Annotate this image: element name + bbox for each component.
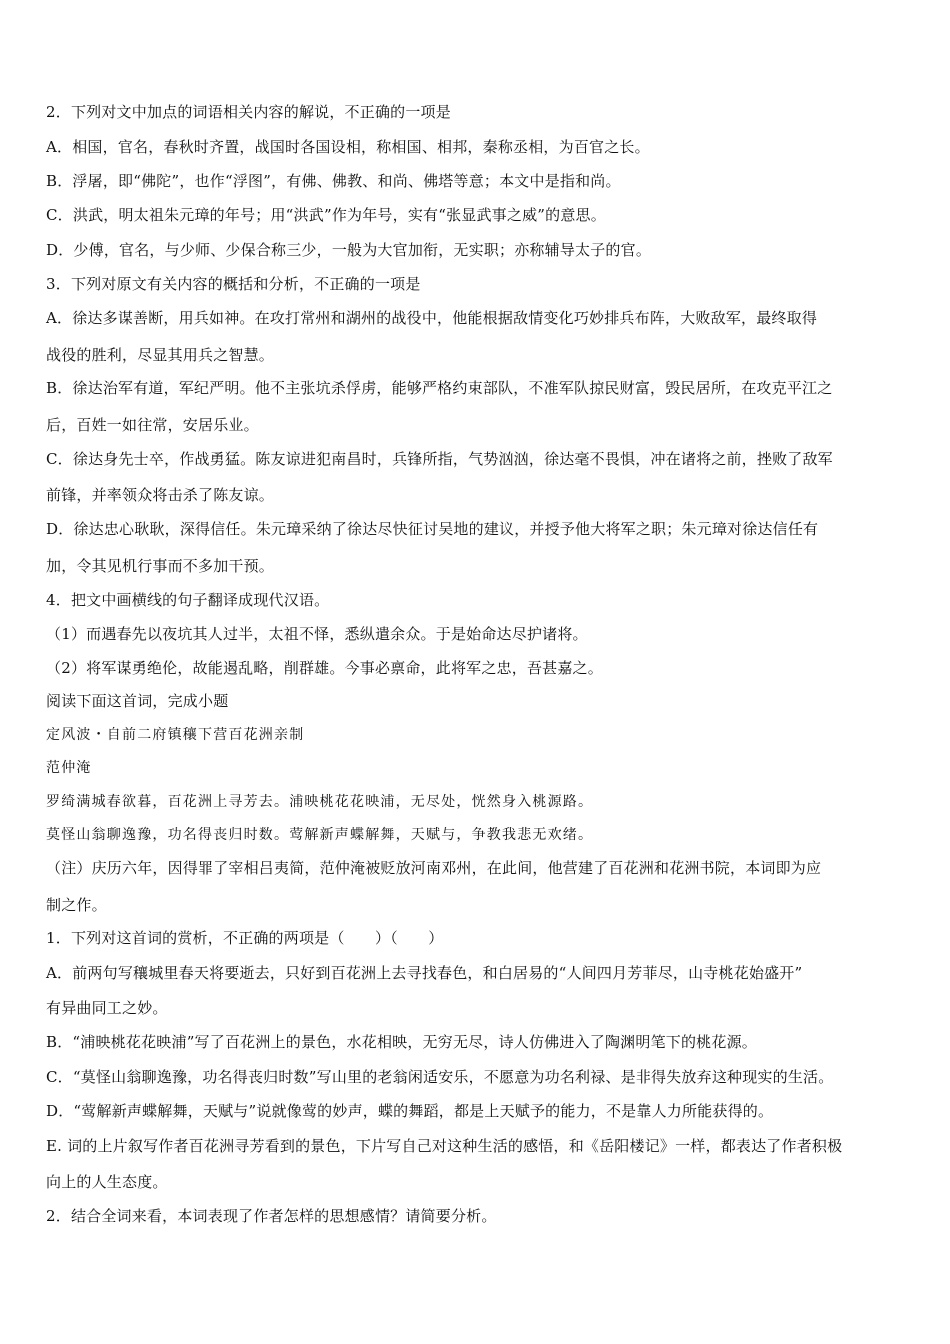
q4-sentence-1: （1）而遇春先以夜坑其人过半，太祖不怿，悉纵遣余众。于是始命达尽护诸将。: [46, 625, 588, 643]
q2-option-b: B．浮屠，即“佛陀”，也作“浮图”，有佛、佛教、和尚、佛塔等意；本文中是指和尚。: [46, 172, 621, 190]
poem-q1-option-d: D．“莺解新声蝶解舞，天赋与”说就像莺的妙声，蝶的舞蹈，都是上天赋予的能力，不是靠人力所能获得的。: [46, 1102, 774, 1120]
q3-stem: 3．下列对原文有关内容的概括和分析，不正确的一项是: [46, 275, 421, 293]
poem-title: 定风波・自前二府镇穰下营百花洲亲制: [46, 727, 305, 743]
q4-stem: 4．把文中画横线的句子翻译成现代汉语。: [46, 591, 330, 609]
q3-option-c-line2: 前锋，并率领众将击杀了陈友谅。: [46, 486, 275, 504]
q2-option-a: A．相国，官名，春秋时齐置，战国时各国设相，称相国、相邦，秦称丞相，为百官之长。: [46, 138, 650, 156]
q3-option-d-line1: D．徐达忠心耿耿，深得信任。朱元璋采纳了徐达尽快征讨吴地的建议，并授予他大将军之职；朱元璋对徐达信任有: [46, 520, 819, 538]
q3-option-c-line1: C．徐达身先士卒，作战勇猛。陈友谅进犯南昌时，兵锋所指，气势汹汹，徐达毫不畏惧，冲在诸将之前，挫败了敌军: [46, 450, 833, 468]
q3-option-b-line1: B．徐达治军有道，军纪严明。他不主张坑杀俘虏，能够严格约束部队，不准军队掠民财富，毁民居所，在攻克平江之: [46, 379, 833, 397]
q4-sentence-2: （2）将军谋勇绝伦，故能遏乱略，削群雄。今事必禀命，此将军之忠，吾甚嘉之。: [46, 659, 603, 677]
q3-option-d-line2: 加，令其见机行事而不多加干预。: [46, 557, 275, 575]
poem-stanza-2: 莫怪山翁聊逸豫，功名得丧归时数。莺解新声蝶解舞，天赋与，争教我悲无欢绪。: [46, 827, 594, 843]
q3-option-a-line1: A．徐达多谋善断，用兵如神。在攻打常州和湖州的战役中，他能根据敌情变化巧妙排兵布阵，大败敌军，最终取得: [46, 309, 818, 327]
poem-note-line1: （注）庆历六年，因得罪了宰相吕夷简，范仲淹被贬放河南邓州，在此间，他营建了百花洲和花洲书院，本词即为应: [46, 859, 822, 877]
poem-q1-option-b: B．“浦映桃花花映浦”写了百花洲上的景色，水花相映，无穷无尽，诗人仿佛进入了陶渊明笔下的桃花源。: [46, 1033, 757, 1051]
reading-instruction: 阅读下面这首词，完成小题: [46, 692, 229, 710]
poem-note-line2: 制之作。: [46, 896, 107, 914]
q3-option-b-line2: 后，百姓一如往常，安居乐业。: [46, 416, 259, 434]
poem-q1-option-c: C．“莫怪山翁聊逸豫，功名得丧归时数”写山里的老翁闲适安乐，不愿意为功名利禄、是非得失放弃这种现实的生活。: [46, 1068, 834, 1086]
q2-option-c: C．洪武，明太祖朱元璋的年号；用“洪武”作为年号，实有“张显武事之威”的意思。: [46, 206, 606, 224]
poem-q1-stem: 1．下列对这首词的赏析，不正确的两项是（ ）（ ）: [46, 929, 444, 947]
poem-q1-option-a-line2: 有异曲同工之妙。: [46, 999, 168, 1017]
poem-author: 范仲淹: [46, 760, 92, 776]
q2-stem: 2．下列对文中加点的词语相关内容的解说，不正确的一项是: [46, 103, 451, 121]
poem-stanza-1: 罗绮满城春欲暮，百花洲上寻芳去。浦映桃花花映浦，无尽处，恍然身入桃源路。: [46, 794, 594, 810]
poem-q1-option-a-line1: A．前两句写穰城里春天将要逝去，只好到百花洲上去寻找春色，和白居易的“人间四月芳菲尽，山寺桃花始盛开”: [46, 964, 803, 982]
poem-q1-option-e-line2: 向上的人生态度。: [46, 1173, 168, 1191]
poem-q1-option-e-line1: E. 词的上片叙写作者百花洲寻芳看到的景色，下片写自己对这种生活的感悟，和《岳阳楼记》一样，都表达了作者积极: [46, 1137, 843, 1155]
q2-option-d: D．少傅，官名，与少师、少保合称三少，一般为大官加衔，无实职；亦称辅导太子的官。: [46, 241, 652, 259]
q3-option-a-line2: 战役的胜利，尽显其用兵之智慧。: [46, 346, 275, 364]
poem-q2-stem: 2．结合全词来看，本词表现了作者怎样的思想感情？请简要分析。: [46, 1207, 497, 1225]
